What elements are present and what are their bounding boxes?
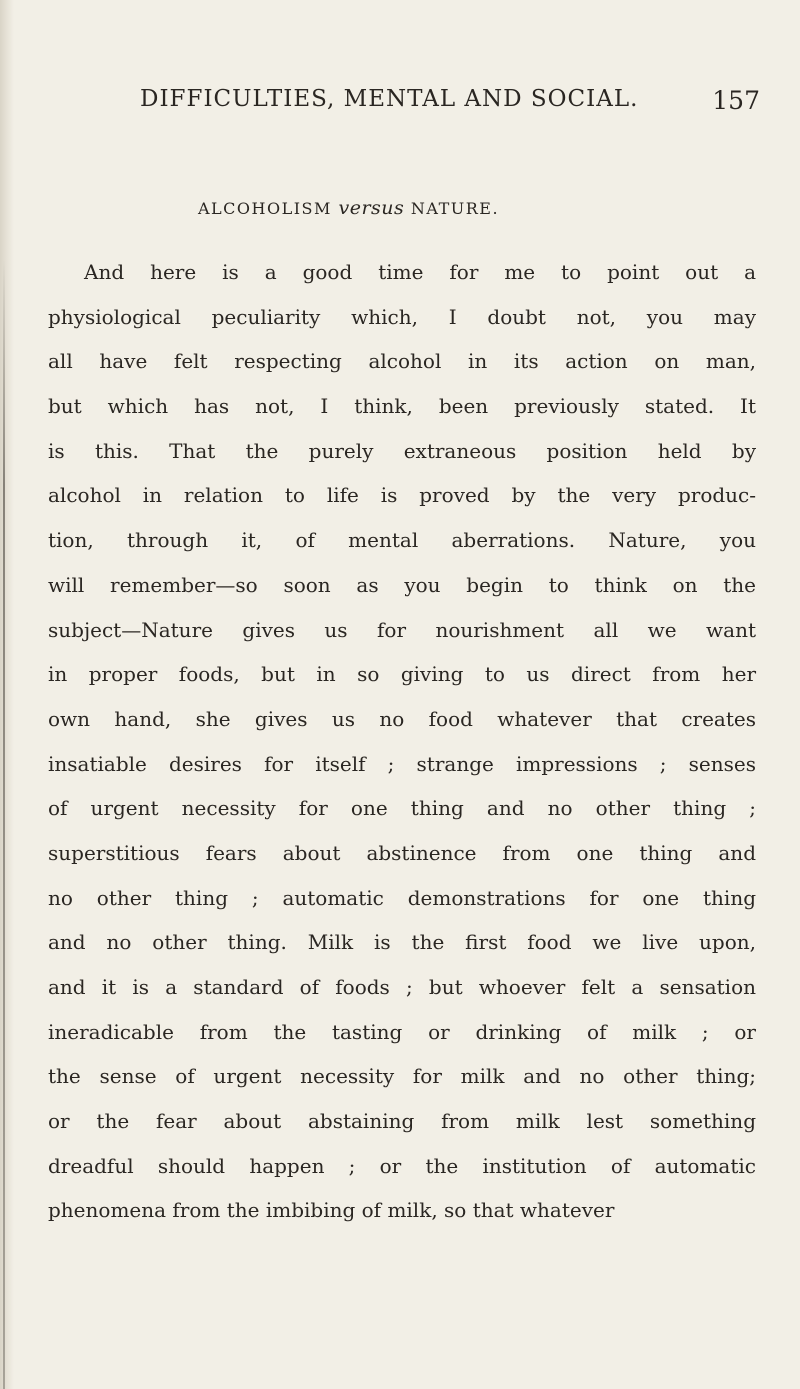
- text-line: of urgent necessity for one thing and no other thing ;: [48, 796, 756, 821]
- text-line: in proper foods, but in so giving to us direct from her: [48, 662, 756, 687]
- text-line: and it is a standard of foods ; but whoever felt a sensation: [48, 975, 756, 999]
- page-number: 157: [712, 86, 760, 115]
- text-line: physiological peculiarity which, I doubt not, you may: [48, 304, 756, 329]
- text-line: but which has not, I think, been previously stated. It: [48, 394, 756, 419]
- binding-shadow: [3, 260, 5, 1389]
- running-head: [140, 86, 760, 126]
- section-heading-end: NATURE.: [404, 199, 500, 218]
- body-text: [48, 250, 756, 1233]
- text-line: is this. That the purely extraneous position held by: [48, 438, 756, 463]
- text-line: tion, through it, of mental aberrations. Nature, you: [48, 528, 756, 553]
- text-line: alcohol in relation to life is proved by the very produc-: [48, 483, 756, 508]
- text-line: own hand, she gives us no food whatever that creates: [48, 706, 756, 731]
- text-line: ineradicable from the tasting or drinking of milk ; or: [48, 1019, 756, 1044]
- text-line: superstitious fears about abstinence from one thing and: [48, 840, 756, 865]
- text-line: will remember—so soon as you begin to think on the: [48, 572, 756, 597]
- text-line: or the fear about abstaining from milk lest something: [48, 1109, 756, 1134]
- text-line: phenomena from the imbibing of milk, so that whatever: [48, 1198, 615, 1223]
- text-line: no other thing ; automatic demonstrations for one thing: [48, 885, 756, 910]
- text-line: insatiable desires for itself ; strange impressions ; senses: [48, 751, 756, 776]
- text-line: dreadful should happen ; or the institution of automatic: [48, 1153, 756, 1178]
- section-heading-italic: versus: [338, 197, 405, 219]
- text-line: subject—Nature gives us for nourishment all we want: [48, 617, 756, 642]
- running-title: DIFFICULTIES, MENTAL AND SOCIAL.: [140, 86, 639, 112]
- text-line: and no other thing. Milk is the first food we live upon,: [48, 930, 756, 955]
- text-line: And here is a good time for me to point out a: [84, 260, 756, 284]
- text-line: all have felt respecting alcohol in its action on man,: [48, 349, 756, 374]
- section-heading-start: ALCOHOLISM: [198, 199, 339, 218]
- section-heading: [0, 197, 800, 219]
- text-line: the sense of urgent necessity for milk and no other thing;: [48, 1064, 756, 1089]
